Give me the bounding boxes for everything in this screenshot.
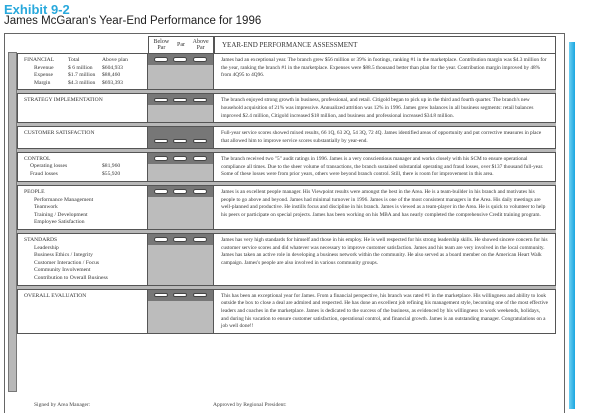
assessment-text: The branch received two "5" audit ratings in 1996. James is a very conscientious manager and works closely with his SCM to ensure operational compliance all times. Due to the sheer volume of transactions, the branch sustained substantial operating and fraud losses, over $137 thousand full-year. Some of these losses were from prior years, others were beyond branch control. Still, there is room for improvement in this area.: [214, 153, 556, 181]
customer-label: CUSTOMER SATISFACTION: [24, 130, 95, 137]
rating-cell: [148, 127, 214, 147]
table-header: [17, 36, 556, 53]
rating-cell: [148, 234, 214, 285]
people-item: Training / Development: [34, 211, 88, 218]
standards-item: Community Involvement: [34, 267, 91, 274]
standards-item: Contribution to Overall Business: [34, 274, 108, 281]
row-label: [17, 290, 148, 334]
table-row-customer-satisfaction: [17, 122, 556, 147]
above-par-header: Above Par: [192, 39, 209, 51]
control-item: Operating losses: [30, 163, 68, 170]
page-edge-decoration: [569, 42, 575, 409]
par-checkbox[interactable]: [173, 189, 187, 194]
rating-cell: [148, 94, 214, 122]
row-label: [17, 127, 148, 147]
below-par-checkbox[interactable]: [154, 237, 168, 242]
financial-label: FINANCIAL: [24, 57, 55, 63]
assessment-text: James has very high standards for himself and those in his employ. He is well respected for his strong leadership skills. He showed sincere concern for his customer service scores and did whatever was necessary to improve customer satisfaction. James and his team are very involved in the local community. James has taken an active role in developing a business network within the community. He also served as a board member on the American Heart Walk campaign. James's people are also involved in various community groups.: [214, 234, 556, 285]
rating-cell: [148, 153, 214, 181]
above-par-checkbox[interactable]: [193, 189, 207, 194]
people-item: Performance Management: [34, 196, 94, 203]
form-side-strip: [8, 52, 17, 392]
par-header: Par: [176, 42, 185, 48]
assessment-text: This has been an exceptional year for James. From a financial perspective, his branch was rated #1 in the marketplace. His willingness and ability to look outside the box to close a deal are admired and respected. He has done an excellent job refining his management style, becoming one of the most effective leaders and coaches in the marketplace. James is dedicated to the success of the business, as evidenced by his willingness to work weekends, holidays, and during his vacation to ensure customer satisfaction, operational control, and financial growth. James is an outstanding manager. Congratulations on a job well done!!: [214, 290, 556, 334]
assessment-text: Full-year service scores showed mixed results, 66 1Q, 63 2Q, 54 3Q, 72 4Q. James identified areas of opportunity and put corrective measures in place that allowed him to improve service scores substantially by year-end.: [214, 127, 556, 147]
approved-by-label: Approved by Regional President:: [213, 402, 287, 408]
financial-above: $604,933: [102, 64, 123, 71]
below-par-header: Below Par: [153, 39, 170, 51]
standards-item: Business Ethics / Integrity: [34, 252, 93, 259]
standards-item: Customer Interaction / Focus: [34, 259, 100, 266]
below-par-checkbox[interactable]: [154, 189, 168, 194]
par-checkbox[interactable]: [173, 57, 187, 62]
par-checkbox[interactable]: [173, 139, 187, 144]
below-par-checkbox[interactable]: [154, 139, 168, 144]
overall-label: OVERALL EVALUATION: [24, 292, 87, 299]
financial-item: Margin: [34, 79, 51, 86]
assessment-table: [17, 36, 556, 334]
financial-total-header: Total: [68, 57, 80, 63]
financial-above: $88,460: [102, 72, 121, 79]
row-label: [17, 153, 148, 181]
financial-item: Expense: [34, 72, 53, 79]
above-par-checkbox[interactable]: [193, 237, 207, 242]
table-row-financial: [17, 53, 556, 89]
strategy-label: STRATEGY IMPLEMENTATION: [24, 97, 103, 104]
financial-total: $4.3 million: [68, 79, 96, 86]
above-par-checkbox[interactable]: [193, 139, 207, 144]
signed-by-label: Signed by Area Manager:: [34, 402, 91, 408]
below-par-checkbox[interactable]: [154, 156, 168, 161]
par-checkbox[interactable]: [173, 293, 187, 298]
rating-header: [148, 36, 214, 53]
people-label: PEOPLE: [24, 189, 45, 195]
control-label: CONTROL: [24, 155, 51, 162]
par-checkbox[interactable]: [173, 237, 187, 242]
page-title: James McGaran's Year-End Performance for 1996: [4, 15, 262, 27]
financial-above: $693,393: [102, 79, 123, 86]
row-label: [17, 186, 148, 229]
standards-item: Leadership: [34, 244, 59, 251]
rating-cell: [148, 54, 214, 89]
above-par-checkbox[interactable]: [193, 57, 207, 62]
control-item: Fraud losses: [30, 171, 58, 178]
financial-total: $ 6 million: [68, 64, 93, 71]
people-item: Employee Satisfaction: [34, 219, 85, 226]
assessment-header: YEAR-END PERFORMANCE ASSESSMENT: [214, 36, 556, 53]
assessment-text: James had an exceptional year. The branch grew $56 million or 39% in footings, ranking #1 in the marketplace. Contribution margin was $4.3 million for the year, ranking the branch #1 in the marketplace. Expenses were $88.5 thousand better than plan for the year. Contribution margin improved by 48% from 4Q95 to 4Q96.: [214, 54, 556, 89]
financial-above-header: Above plan: [102, 57, 128, 63]
control-value: $55,920: [102, 171, 121, 178]
control-value: $81,960: [102, 163, 121, 170]
below-par-checkbox[interactable]: [154, 293, 168, 298]
standards-label: STANDARDS: [24, 236, 58, 243]
table-row-strategy: [17, 89, 556, 122]
assessment-text: James is an excellent people manager. His Viewpoint results were amongst the best in the Area. He is a team-builder in his branch and motivates his people to go above and beyond. James had minimal turnover in 1996. James is one of the most consistent managers in the Area. His daily meetings are well-planned and productive. He instills focus and discipline in his branch. James is viewed as a team-player in the Area. He is quick to volunteer to help his peers or participate on special projects. James has been working on his MBA and has nearly completed the comprehensive Credit training program.: [214, 186, 556, 229]
above-par-checkbox[interactable]: [193, 156, 207, 161]
financial-total: $1.7 million: [68, 72, 96, 79]
table-row-control: [17, 148, 556, 181]
row-label: [17, 234, 148, 285]
above-par-checkbox[interactable]: [193, 293, 207, 298]
people-item: Teamwork: [34, 204, 58, 211]
table-row-overall: [17, 285, 556, 335]
rating-cell: [148, 290, 214, 334]
below-par-checkbox[interactable]: [154, 57, 168, 62]
exhibit-label: Exhibit 9-2: [4, 2, 70, 17]
below-par-checkbox[interactable]: [154, 98, 168, 103]
above-par-checkbox[interactable]: [193, 98, 207, 103]
table-row-people: [17, 181, 556, 229]
par-checkbox[interactable]: [173, 98, 187, 103]
par-checkbox[interactable]: [173, 156, 187, 161]
assessment-text: The branch enjoyed strong growth in business, professional, and retail. Citigold began to pick up in the third and fourth quarter. The branch's new household acquisition of 21% was impressive. Annualized attrition was 12% in 1996. James grew balances in all business segments: retail balances improved $2.4 million, Citigold increased $18 million, and business and professional increased $34.8 million.: [214, 94, 556, 122]
financial-item: Revenue: [34, 64, 54, 71]
row-label: [17, 94, 148, 122]
table-bottom-border: [17, 333, 556, 334]
rating-cell: [148, 186, 214, 229]
table-row-standards: [17, 229, 556, 285]
row-label: [17, 54, 148, 89]
